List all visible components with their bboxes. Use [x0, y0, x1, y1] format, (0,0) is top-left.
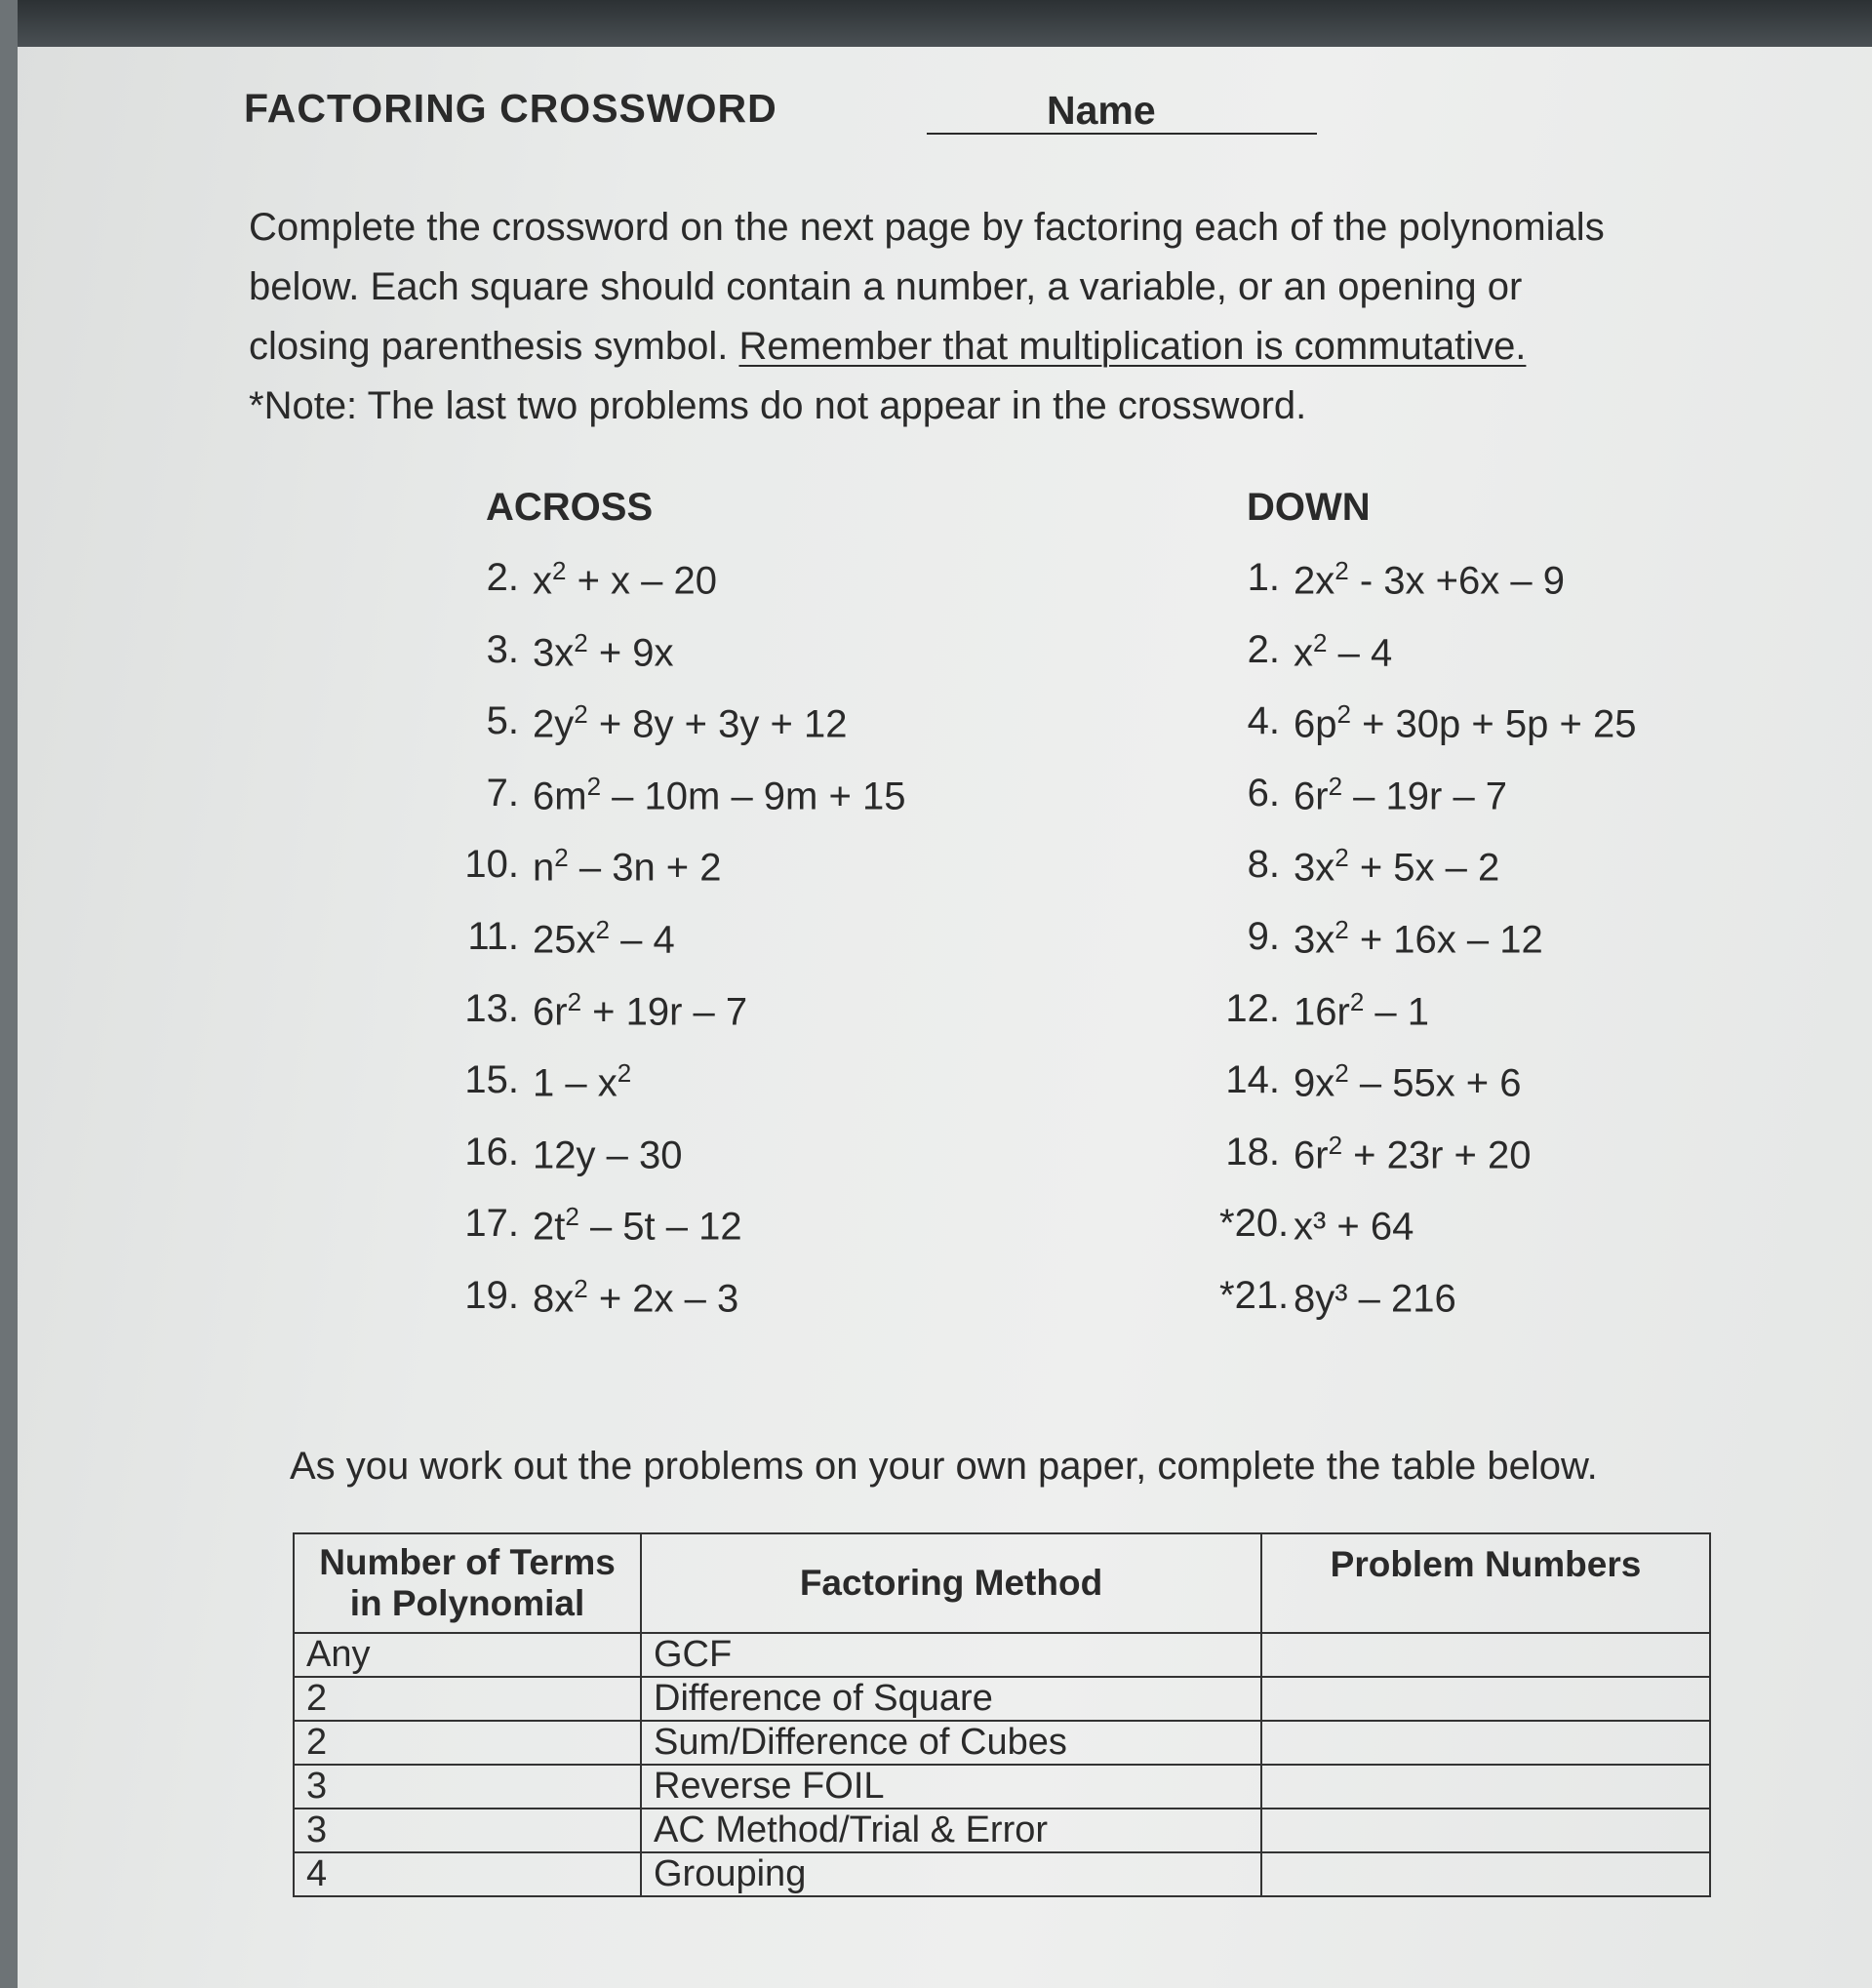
- method-cell: Reverse FOIL: [641, 1765, 1261, 1809]
- expr-part: – 10m – 9m + 15: [601, 775, 906, 818]
- expr-part: + 2x – 3: [587, 1277, 739, 1321]
- expr-part: 6r: [1294, 775, 1329, 818]
- exponent: 2: [1334, 556, 1349, 585]
- table-row: [294, 1677, 1710, 1721]
- factoring-method-table: [293, 1532, 1711, 1897]
- clue-number: 1.: [1247, 556, 1280, 599]
- down-clue: [1219, 772, 1766, 844]
- exponent: 2: [574, 627, 588, 657]
- clue-number: 12.: [1225, 986, 1280, 1030]
- method-cell: Sum/Difference of Cubes: [641, 1721, 1261, 1765]
- exponent: 2: [552, 556, 567, 585]
- table-header-row: [294, 1533, 1710, 1633]
- down-heading: DOWN: [1247, 486, 1371, 529]
- problem-numbers-cell[interactable]: [1261, 1852, 1710, 1896]
- exponent: 2: [567, 986, 582, 1016]
- across-clue: [458, 1274, 1005, 1346]
- across-clue: [458, 699, 1005, 772]
- problem-numbers-cell[interactable]: [1261, 1721, 1710, 1765]
- across-heading: ACROSS: [486, 486, 654, 529]
- terms-cell: 3: [294, 1765, 641, 1809]
- problem-numbers-cell[interactable]: [1261, 1677, 1710, 1721]
- clue-number: *21.: [1219, 1273, 1290, 1317]
- monitor-left-edge: [0, 0, 18, 1988]
- clue-expression: [1294, 628, 1392, 700]
- clue-expression: [1294, 556, 1565, 628]
- name-label: Name: [1047, 88, 1156, 133]
- clue-number: 11.: [467, 914, 519, 958]
- clue-expression: [533, 1131, 682, 1203]
- across-clue: [458, 556, 1005, 628]
- down-clue: [1219, 1202, 1766, 1274]
- expr-part: – 3n + 2: [568, 846, 722, 890]
- terms-cell: Any: [294, 1633, 641, 1677]
- expr-part: + 23r + 20: [1342, 1133, 1532, 1177]
- table-row: [294, 1809, 1710, 1852]
- clue-number: 10.: [464, 843, 519, 887]
- clue-expression: [533, 1202, 742, 1274]
- table-row: [294, 1852, 1710, 1896]
- across-clue: [458, 987, 1005, 1059]
- down-clues: [1219, 486, 1766, 1346]
- page-title: FACTORING CROSSWORD: [244, 86, 777, 131]
- across-clue: [458, 628, 1005, 700]
- instructions-text: closing parenthesis symbol.: [249, 325, 739, 368]
- expr-part: 12y – 30: [533, 1133, 683, 1177]
- exponent: 2: [574, 699, 588, 730]
- table-row: [294, 1721, 1710, 1765]
- expr-part: 8x: [533, 1277, 575, 1321]
- expr-part: + 30p + 5p + 25: [1350, 702, 1637, 746]
- clue-expression: [1294, 772, 1507, 844]
- method-cell: Difference of Square: [641, 1677, 1261, 1721]
- clue-expression: [1294, 915, 1543, 987]
- clue-number: *20.: [1219, 1202, 1290, 1246]
- exponent: 2: [586, 771, 602, 801]
- down-clue: [1219, 556, 1766, 628]
- expr-part: – 19r – 7: [1342, 775, 1508, 818]
- clue-number: 6.: [1247, 771, 1280, 815]
- across-clue: [458, 1131, 1005, 1203]
- instructions-line: *Note: The last two problems do not appear in the crossword.: [249, 384, 1307, 427]
- expr-part: - 3x +6x – 9: [1348, 559, 1565, 603]
- expr-part: x: [1294, 630, 1313, 674]
- exponent: 2: [1349, 986, 1365, 1016]
- clue-number: 13.: [464, 986, 519, 1030]
- exponent: 2: [1336, 699, 1351, 730]
- expr-part: x³ + 64: [1294, 1205, 1414, 1249]
- expr-part: – 5t – 12: [578, 1205, 742, 1249]
- header-problems: Problem Numbers: [1261, 1533, 1710, 1633]
- exponent: 2: [1328, 771, 1343, 801]
- clue-expression: [533, 987, 747, 1059]
- expr-part: n: [533, 846, 555, 890]
- exponent: 2: [595, 914, 610, 944]
- clue-expression: [1294, 1202, 1414, 1274]
- instructions: [249, 198, 1732, 436]
- clue-expression: [1294, 843, 1499, 915]
- worksheet-page: [0, 47, 1872, 1988]
- clue-expression: [533, 556, 717, 628]
- down-clue: [1219, 1131, 1766, 1203]
- across-clue: [458, 1202, 1005, 1274]
- clue-number: 14.: [1225, 1058, 1280, 1102]
- clue-number: 19.: [464, 1273, 519, 1317]
- problem-numbers-cell[interactable]: [1261, 1809, 1710, 1852]
- commutative-note: Remember that multiplication is commutative.: [738, 325, 1527, 368]
- expr-part: 1 – x: [533, 1061, 617, 1105]
- clue-expression: [533, 1274, 738, 1346]
- name-blank-line: [927, 133, 1317, 135]
- clue-number: 3.: [486, 627, 519, 671]
- worksheet-header: [244, 86, 1561, 144]
- method-cell: Grouping: [641, 1852, 1261, 1896]
- table-row: [294, 1765, 1710, 1809]
- expr-part: 6r: [533, 989, 568, 1033]
- terms-cell: 4: [294, 1852, 641, 1896]
- clue-number: 5.: [486, 699, 519, 743]
- exponent: 2: [1334, 914, 1349, 944]
- exponent: 2: [1334, 843, 1349, 873]
- terms-cell: 3: [294, 1809, 641, 1852]
- expr-part: 8y³ – 216: [1294, 1277, 1456, 1321]
- clue-expression: [1294, 987, 1429, 1059]
- down-clue: [1219, 915, 1766, 987]
- terms-cell: 2: [294, 1721, 641, 1765]
- table-row: [294, 1633, 1710, 1677]
- across-clue: [458, 915, 1005, 987]
- exponent: 2: [565, 1202, 579, 1232]
- down-clue: [1219, 1058, 1766, 1131]
- expr-part: 2x: [1294, 559, 1335, 603]
- down-clue: [1219, 843, 1766, 915]
- exponent: 2: [1328, 1130, 1343, 1160]
- expr-part: 9x: [1294, 1061, 1335, 1105]
- across-clue: [458, 1058, 1005, 1131]
- clue-number: 2.: [486, 556, 519, 599]
- down-clue: [1219, 699, 1766, 772]
- problem-numbers-cell[interactable]: [1261, 1633, 1710, 1677]
- clue-number: 2.: [1247, 627, 1280, 671]
- expr-part: + 16x – 12: [1348, 918, 1543, 962]
- down-clue: [1219, 1274, 1766, 1346]
- exponent: 2: [574, 1273, 588, 1303]
- instructions-line: below. Each square should contain a number, a variable, or an opening or: [249, 265, 1523, 308]
- expr-part: 6p: [1294, 702, 1337, 746]
- expr-part: – 4: [609, 918, 675, 962]
- across-clues: [458, 486, 1005, 1346]
- expr-part: 2t: [533, 1205, 566, 1249]
- across-clue: [458, 843, 1005, 915]
- expr-part: 3x: [1294, 918, 1335, 962]
- expr-part: – 1: [1364, 989, 1429, 1033]
- exponent: 2: [1313, 627, 1328, 657]
- clue-number: 8.: [1247, 843, 1280, 887]
- clue-number: 15.: [464, 1058, 519, 1102]
- header-terms: Number of Terms in Polynomial: [294, 1533, 641, 1633]
- down-clue: [1219, 628, 1766, 700]
- clue-expression: [1294, 699, 1636, 772]
- clue-number: 17.: [464, 1202, 519, 1246]
- instructions-line: [249, 317, 1732, 377]
- clue-expression: [533, 843, 722, 915]
- clue-expression: [533, 699, 847, 772]
- expr-part: 6r: [1294, 1133, 1329, 1177]
- clue-expression: [533, 628, 674, 700]
- down-clue: [1219, 987, 1766, 1059]
- clue-number: 16.: [464, 1130, 519, 1173]
- expr-part: x: [533, 559, 552, 603]
- clue-number: 18.: [1225, 1130, 1280, 1173]
- clue-number: 4.: [1247, 699, 1280, 743]
- expr-part: 16r: [1294, 989, 1350, 1033]
- expr-part: + 19r – 7: [581, 989, 748, 1033]
- header-method: Factoring Method: [641, 1533, 1261, 1633]
- clue-expression: [1294, 1058, 1522, 1131]
- expr-part: + 5x – 2: [1348, 846, 1500, 890]
- method-cell: GCF: [641, 1633, 1261, 1677]
- expr-part: + 8y + 3y + 12: [587, 702, 848, 746]
- method-cell: AC Method/Trial & Error: [641, 1809, 1261, 1852]
- expr-part: 3x: [533, 630, 575, 674]
- expr-part: – 4: [1327, 630, 1393, 674]
- clue-number: 9.: [1247, 914, 1280, 958]
- across-clue: [458, 772, 1005, 844]
- clue-number: 7.: [486, 771, 519, 815]
- expr-part: + x – 20: [566, 559, 718, 603]
- expr-part: + 9x: [587, 630, 674, 674]
- exponent: 2: [554, 843, 569, 873]
- exponent: 2: [617, 1058, 632, 1089]
- clue-expression: [1294, 1274, 1456, 1346]
- expr-part: 25x: [533, 918, 596, 962]
- expr-part: 3x: [1294, 846, 1335, 890]
- clue-expression: [533, 915, 675, 987]
- table-caption: As you work out the problems on your own paper, complete the table below.: [290, 1445, 1598, 1488]
- instructions-line: Complete the crossword on the next page by factoring each of the polynomials: [249, 206, 1605, 249]
- expr-part: 6m: [533, 775, 587, 818]
- exponent: 2: [1334, 1058, 1349, 1089]
- terms-cell: 2: [294, 1677, 641, 1721]
- clue-expression: [1294, 1131, 1532, 1203]
- problem-numbers-cell[interactable]: [1261, 1765, 1710, 1809]
- clue-expression: [533, 772, 905, 844]
- clue-expression: [533, 1058, 631, 1131]
- monitor-top-edge: [0, 0, 1872, 47]
- expr-part: 2y: [533, 702, 575, 746]
- expr-part: – 55x + 6: [1348, 1061, 1522, 1105]
